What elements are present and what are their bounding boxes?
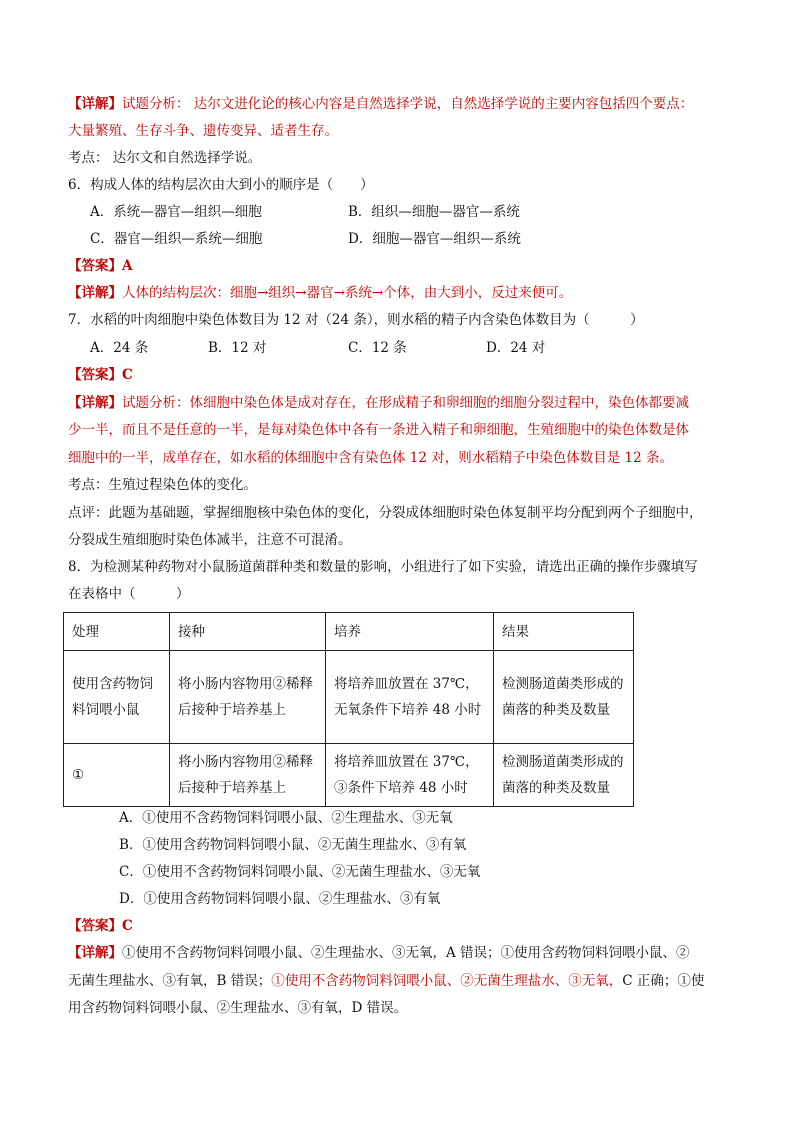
q7-detail-line-1 <box>68 393 689 413</box>
table-header-row <box>64 613 634 651</box>
q5-detail-text: 试题分析： 达尔文进化论的核心内容是自然选择学说，自然选择学说的主要内容包括四个要点： <box>122 96 694 112</box>
q7-answer <box>68 365 133 385</box>
q8-detail-line-2 <box>68 971 704 991</box>
q7-detail-line-2: 少一半，而且不是任意的一半，是每对染色体中各有一条进入精子和卵细胞，生殖细胞中的染色体数是体 <box>68 422 689 438</box>
q7-detail-text: 试题分析：体细胞中染色体是成对存在，在形成精子和卵细胞的细胞分裂过程中，染色体都要减 <box>122 395 689 411</box>
q7-option-d: D．24 对 <box>486 340 546 356</box>
table-cell: 将小肠内容物用②稀释后接种于培养基上 <box>170 651 326 744</box>
q8-detail-line-1 <box>68 943 690 963</box>
q5-kaodian: 考点： 达尔文和自然选择学说。 <box>68 150 262 166</box>
q8-detail-highlight: ①使用不含药物饲料饲喂小鼠、②无菌生理盐水、③无氧， <box>271 973 623 989</box>
q7-kaodian: 考点：生殖过程染色体的变化。 <box>68 477 257 493</box>
answer-value: A <box>122 258 133 274</box>
answer-value: C <box>122 918 133 934</box>
q8-stem-line-2: 在表格中（ ） <box>68 586 190 602</box>
detail-tag: 【详解】 <box>68 395 122 411</box>
q8-option-a: A．①使用不含药物饲料饲喂小鼠、②生理盐水、③无氧 <box>119 810 453 826</box>
table-header-cell: 处理 <box>64 613 170 651</box>
q8-detail-text: C 正确；①使 <box>622 973 705 989</box>
table-cell: ① <box>64 744 170 807</box>
detail-tag: 【详解】 <box>68 285 122 301</box>
q8-detail-text: 无菌生理盐水、③有氧，B 错误； <box>68 973 272 989</box>
table-cell: 使用含药物饲料饲喂小鼠 <box>64 651 170 744</box>
q7-dianping-line-1: 点评：此题为基础题，掌握细胞核中染色体的变化，分裂成体细胞时染色体复制平均分配到两个子细胞中， <box>68 505 703 521</box>
q7-dianping-line-2: 分裂成生殖细胞时染色体减半，注意不可混淆。 <box>68 532 352 548</box>
table-header-cell: 结果 <box>494 613 634 651</box>
q6-option-d: D．细胞—器官—组织—系统 <box>348 231 521 247</box>
q7-option-a: A．24 条 <box>90 340 149 356</box>
answer-tag: 【答案】 <box>68 258 122 274</box>
table-cell: 将培养皿放置在 37℃，③条件下培养 48 小时 <box>326 744 494 807</box>
experiment-table <box>63 612 634 807</box>
answer-tag: 【答案】 <box>68 918 122 934</box>
q8-answer <box>68 916 133 936</box>
table-header-cell: 培养 <box>326 613 494 651</box>
q5-detail-line <box>68 94 693 114</box>
q6-stem: 6．构成人体的结构层次由大到小的顺序是（ ） <box>68 177 374 193</box>
q8-stem-line-1: 8．为检测某种药物对小鼠肠道菌群种类和数量的影响，小组进行了如下实验，请选出正确的操作步骤填写 <box>68 559 698 575</box>
table-row <box>64 651 634 744</box>
q8-option-d: D．①使用含药物饲料饲喂小鼠、②生理盐水、③有氧 <box>119 891 441 907</box>
table-cell: 检测肠道菌类形成的菌落的种类及数量 <box>494 744 634 807</box>
table-cell: 检测肠道菌类形成的菌落的种类及数量 <box>494 651 634 744</box>
q7-detail-line-3: 细胞中的一半，成单存在，如水稻的体细胞中含有染色体 12 对，则水稻精子中染色体数目是 12 条。 <box>68 450 674 466</box>
q6-option-c: C．器官—组织—系统—细胞 <box>90 231 263 247</box>
q7-option-c: C．12 条 <box>348 340 407 356</box>
answer-value: C <box>122 367 133 383</box>
table-cell: 将培养皿放置在 37℃，无氧条件下培养 48 小时 <box>326 651 494 744</box>
table-header-cell: 接种 <box>170 613 326 651</box>
q6-option-b: B．组织—细胞—器官—系统 <box>348 204 520 220</box>
table-cell: 将小肠内容物用②稀释后接种于培养基上 <box>170 744 326 807</box>
q6-answer <box>68 256 132 276</box>
table-row <box>64 744 634 807</box>
q8-detail-text: ①使用不含药物饲料饲喂小鼠、②生理盐水、③无氧，A 错误；①使用含药物饲料饲喂小鼠、② <box>122 945 690 961</box>
detail-tag: 【详解】 <box>68 96 122 112</box>
q7-stem: 7．水稻的叶肉细胞中染色体数目为 12 对（24 条），则水稻的精子内含染色体数目为（ ） <box>68 312 644 328</box>
q8-option-c: C．①使用不含药物饲料饲喂小鼠、②无菌生理盐水、③无氧 <box>119 864 481 880</box>
q8-option-b: B．①使用含药物饲料饲喂小鼠、②无菌生理盐水、③有氧 <box>119 837 467 853</box>
q5-detail-line-2: 大量繁殖、生存斗争、遗传变异、适者生存。 <box>68 123 338 139</box>
q6-option-a: A．系统—器官—组织—细胞 <box>90 204 262 220</box>
q6-detail-text: 人体的结构层次：细胞→组织→器官→系统→个体，由大到小，反过来便可。 <box>122 285 573 301</box>
q6-detail <box>68 283 572 303</box>
answer-tag: 【答案】 <box>68 367 122 383</box>
detail-tag: 【详解】 <box>68 945 122 961</box>
q7-option-b: B．12 对 <box>208 340 267 356</box>
q8-detail-line-3: 用含药物饲料饲喂小鼠、②生理盐水、③有氧，D 错误。 <box>68 1000 408 1016</box>
